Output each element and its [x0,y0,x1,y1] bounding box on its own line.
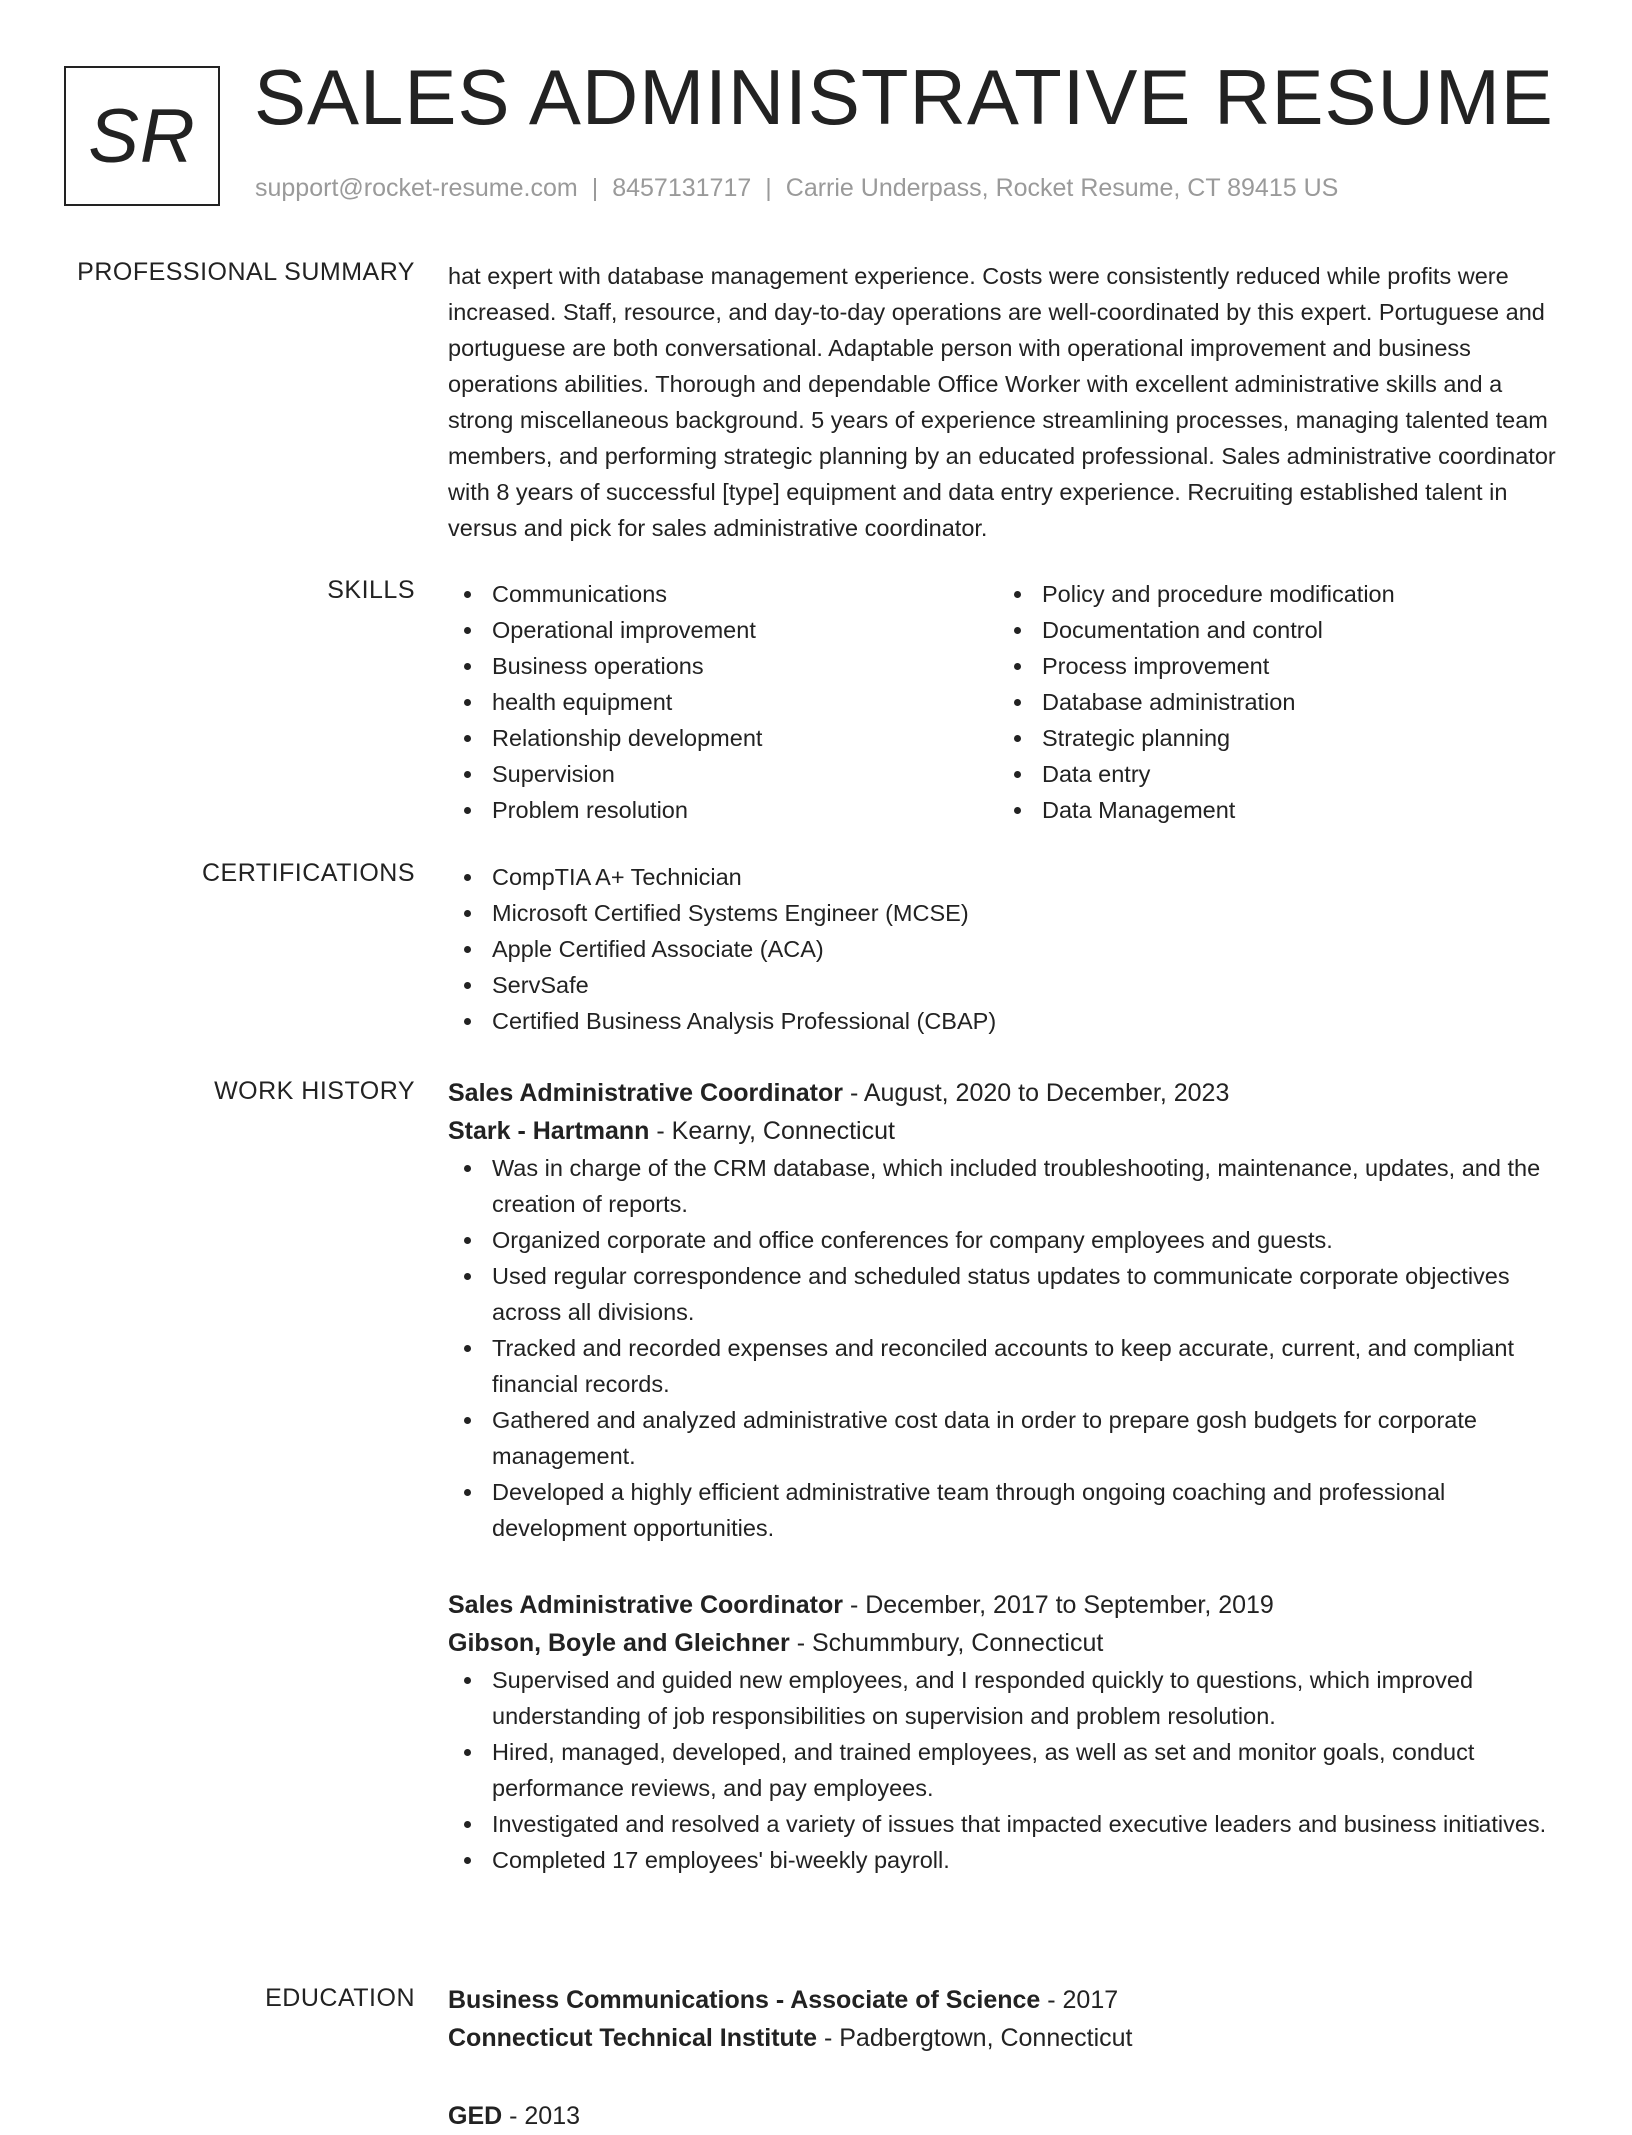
job-duties-list [448,1150,1568,1546]
section-label: EDUCATION [265,1984,415,2012]
job-company: Stark - Hartmann [448,1117,650,1145]
job-duty-item: Gathered and analyzed administrative cost data in order to prepare gosh budgets for corporate management. [448,1402,1568,1474]
section-label: SKILLS [327,576,415,604]
job-title-line [448,1074,1568,1112]
job-duty-item: Hired, managed, developed, and trained employees, as well as set and monitor goals, conduct performance reviews, and pay employees. [448,1734,1568,1806]
job-company: Gibson, Boyle and Gleichner [448,1629,790,1657]
job-duty-item: Investigated and resolved a variety of issues that impacted executive leaders and business initiatives. [448,1806,1568,1842]
education-school: Connecticut Technical Institute [448,2024,818,2052]
contact-line [255,174,1338,203]
section-body [448,1074,1568,1878]
education-degree: Business Communications - Associate of Science [448,1986,1041,2014]
skill-item: health equipment [448,684,998,720]
contact-address: Carrie Underpass, Rocket Resume, CT 89415 US [785,174,1339,202]
education-location: - Padbergtown, Connecticut [817,2024,1133,2052]
skill-item: Relationship development [448,720,998,756]
skills-list-left [448,576,998,828]
job-title: Sales Administrative Coordinator [448,1591,843,1619]
education-entry [448,1981,1568,2057]
monogram-logo: SR [64,66,220,206]
job-duty-item: Used regular correspondence and scheduled status updates to communicate corporate objectives across all divisions. [448,1258,1568,1330]
skill-item: Data entry [998,756,1548,792]
skill-item: Strategic planning [998,720,1548,756]
job-entry [448,1586,1568,1878]
education-year: - 2017 [1040,1986,1119,2014]
education-year: - 2013 [502,2102,581,2130]
section-body [448,576,1568,828]
contact-separator: | [765,174,772,202]
job-entry [448,1074,1568,1546]
skill-item: Business operations [448,648,998,684]
job-duty-item: Was in charge of the CRM database, which included troubleshooting, maintenance, updates, and the creation of reports. [448,1150,1568,1222]
job-duty-item: Completed 17 employees' bi-weekly payroll. [448,1842,1568,1878]
skill-item: Supervision [448,756,998,792]
education-degree-line [448,2097,1568,2135]
skill-item: Data Management [998,792,1548,828]
skills-columns [448,576,1568,828]
education-degree: GED [448,2102,503,2130]
job-location: - Kearny, Connecticut [649,1117,895,1145]
section-label: PROFESSIONAL SUMMARY [77,258,415,286]
skill-item: Policy and procedure modification [998,576,1548,612]
certification-item: Microsoft Certified Systems Engineer (MCSE) [448,895,1568,931]
job-duty-item: Tracked and recorded expenses and reconciled accounts to keep accurate, current, and compliant financial records. [448,1330,1568,1402]
job-dates: - August, 2020 to December, 2023 [843,1079,1230,1107]
resume-title: SALES ADMINISTRATIVE RESUME [254,53,1554,141]
job-title-line [448,1586,1568,1624]
contact-email[interactable]: support@rocket-resume.com [255,174,578,202]
skill-item: Operational improvement [448,612,998,648]
section-label: WORK HISTORY [214,1077,415,1105]
skill-item: Problem resolution [448,792,998,828]
section-body [448,258,1568,546]
skill-item: Database administration [998,684,1548,720]
job-duty-item: Supervised and guided new employees, and I responded quickly to questions, which improved understanding of job responsibilities on supervision and problem resolution. [448,1662,1568,1734]
education-degree-line [448,1981,1568,2019]
section-body [448,859,1568,1039]
certification-item: Apple Certified Associate (ACA) [448,931,1568,967]
job-title: Sales Administrative Coordinator [448,1079,843,1107]
job-company-line [448,1624,1568,1662]
job-dates: - December, 2017 to September, 2019 [843,1591,1274,1619]
education-school-line [448,2019,1568,2057]
certifications-list [448,859,1568,1039]
skill-item: Communications [448,576,998,612]
section-label: CERTIFICATIONS [201,859,415,887]
certification-item: CompTIA A+ Technician [448,859,1568,895]
skills-list-right [998,576,1548,828]
skill-item: Process improvement [998,648,1548,684]
job-duty-item: Organized corporate and office conferences for company employees and guests. [448,1222,1568,1258]
certification-item: Certified Business Analysis Professional (CBAP) [448,1003,1568,1039]
contact-separator: | [591,174,599,202]
contact-phone[interactable]: 8457131717 [612,174,752,202]
job-location: - Schummbury, Connecticut [789,1629,1104,1657]
certification-item: ServSafe [448,967,1568,1003]
job-duty-item: Developed a highly efficient administrative team through ongoing coaching and professional development opportunities. [448,1474,1568,1546]
job-duties-list [448,1662,1568,1878]
job-company-line [448,1112,1568,1150]
skill-item: Documentation and control [998,612,1548,648]
summary-text: hat expert with database management experience. Costs were consistently reduced while profits were increased. Staff, resource, and day-to-day operations are well-coordinated by this expert. Portuguese and portuguese are both conversational. Adaptable person with operational improvement and business operations abilities. Thorough and dependable Office Worker with excellent administrative skills and a strong miscellaneous background. 5 years of experience streamlining processes, managing talented team members, and performing strategic planning by an educated professional. Sales administrative coordinator with 8 years of successful [type] equipment and data entry experience. Recruiting established talent in versus and pick for sales administrative coordinator. [448,263,1556,541]
education-entry [448,2097,1568,2135]
